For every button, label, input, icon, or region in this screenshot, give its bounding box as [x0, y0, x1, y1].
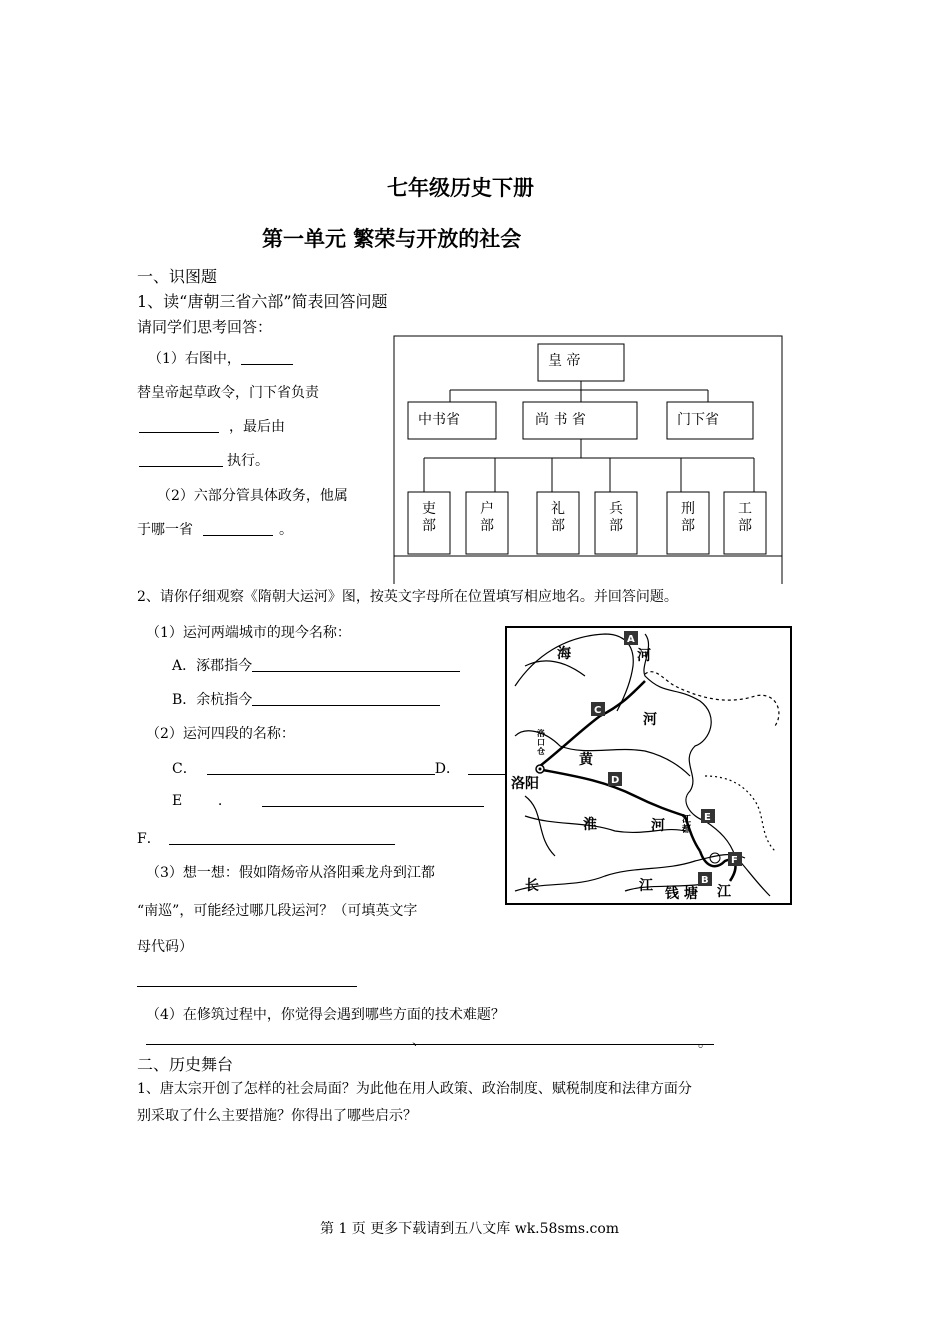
- marker-e: E: [704, 812, 711, 823]
- zhongshu-label: 中书省: [418, 412, 460, 428]
- q2-part4: （4）在修筑过程中，你觉得会遇到哪些方面的技术难题？: [146, 1007, 505, 1023]
- q2-b-line: B．余杭指今: [172, 689, 440, 709]
- section-heading-2: 二、历史舞台: [137, 1055, 234, 1074]
- q1-part1-line1: （1）右图中，: [148, 348, 293, 368]
- ministry-bing-top: 兵: [609, 501, 623, 517]
- answer-blank[interactable]: [169, 830, 395, 845]
- marker-a: A: [627, 634, 635, 645]
- ministry-li-top: 吏: [422, 501, 436, 517]
- label-jiang-east: 江: [717, 884, 731, 900]
- label-chang: 长: [525, 878, 539, 894]
- label-he-middle: 河: [643, 712, 657, 728]
- q2-part1: （1）运河两端城市的现今名称：: [146, 625, 351, 641]
- q1-part2-line2: 于哪一省 。: [137, 522, 293, 538]
- ministry-bing-bottom: 部: [609, 518, 623, 534]
- label-luoyang: 洛阳: [511, 776, 539, 792]
- answer-line[interactable]: [137, 986, 357, 987]
- q2-f-line: F．: [137, 828, 395, 848]
- ministry-xing-bottom: 部: [681, 518, 695, 534]
- sui-grand-canal-map: [505, 626, 793, 906]
- page-title: 七年级历史下册: [387, 175, 534, 200]
- answer-blank[interactable]: [252, 691, 440, 706]
- ministry-gong-top: 工: [738, 501, 752, 517]
- q2-part3-line1: （3）想一想：假如隋炀帝从洛阳乘龙舟到江都: [146, 865, 435, 881]
- marker-d: D: [611, 775, 620, 786]
- answer-blank[interactable]: [203, 521, 273, 536]
- marker-f: F: [731, 855, 738, 866]
- ministry-hu-top: 户: [480, 501, 494, 517]
- emperor-label: 皇 帝: [548, 353, 581, 369]
- label-huang: 黄: [579, 752, 593, 768]
- q1-part1-line2: 替皇帝起草政令，门下省负责: [137, 385, 319, 401]
- marker-b: B: [701, 875, 709, 886]
- ministry-hu-bottom: 部: [480, 518, 494, 534]
- label-qiantang: 钱 塘: [665, 886, 698, 902]
- tang-government-chart: [390, 332, 790, 590]
- answer-blank[interactable]: [207, 760, 435, 775]
- question-2-title: 2、请你仔细观察《隋朝大运河》图，按英文字母所在位置填写相应地名。并回答问题。: [137, 589, 678, 605]
- label-he-north: 河: [637, 648, 651, 664]
- unit-title: 第一单元 繁荣与开放的社会: [262, 226, 522, 251]
- q2-part3-line3: 母代码）: [137, 939, 193, 955]
- label-he-south: 河: [651, 818, 665, 834]
- section2-q1-line2: 别采取了什么主要措施？你得出了哪些启示？: [137, 1108, 417, 1124]
- q2-part4-separator: 、: [412, 1033, 426, 1049]
- label-hai: 海: [557, 646, 571, 662]
- q2-e-line: E .: [172, 792, 484, 809]
- label-jiangdu-1: 江: [682, 815, 692, 825]
- shangshu-label: 尚 书 省: [535, 412, 586, 428]
- answer-blank[interactable]: [139, 452, 223, 467]
- q1-part1-line3: ，最后由: [139, 416, 285, 436]
- q2-a-line: A．涿郡指今: [172, 655, 460, 675]
- q2-part4-end: 。: [698, 1035, 712, 1051]
- menxia-label: 门下省: [677, 412, 719, 428]
- q2-part3-line2: “南巡”，可能经过哪几段运河？（可填英文字: [137, 903, 418, 919]
- ministry-gong-bottom: 部: [738, 518, 752, 534]
- answer-blank[interactable]: [139, 418, 219, 433]
- answer-line[interactable]: [146, 1044, 714, 1045]
- label-jiangdu-2: 都: [682, 825, 692, 835]
- label-luokou-3: 仓: [537, 747, 545, 756]
- ministry-li-bottom: 部: [422, 518, 436, 534]
- ministry-rites-top: 礼: [551, 501, 565, 517]
- page-footer: 第 1 页 更多下载请到五八文库 wk.58sms.com: [320, 1221, 620, 1237]
- answer-blank[interactable]: [241, 350, 293, 365]
- answer-blank[interactable]: [252, 657, 460, 672]
- ministry-xing-top: 刑: [681, 501, 695, 517]
- question-1-title: 1、读“唐朝三省六部”简表回答问题: [137, 292, 388, 311]
- question-1-prompt: 请同学们思考回答：: [137, 318, 273, 336]
- q1-part2-line1: （2）六部分管具体政务，他属: [157, 488, 348, 504]
- marker-c: C: [594, 705, 602, 716]
- label-luokou: 洛: [537, 729, 545, 738]
- section-heading-1: 一、识图题: [137, 267, 218, 286]
- answer-blank[interactable]: [262, 792, 484, 807]
- ministry-rites-bottom: 部: [551, 518, 565, 534]
- q2-cd-line: C． D．: [172, 758, 518, 778]
- label-huai: 淮: [583, 817, 597, 833]
- q2-part2: （2）运河四段的名称：: [146, 726, 295, 742]
- label-luokou-2: 口: [537, 738, 545, 747]
- label-jiang-west: 江: [639, 878, 653, 894]
- q1-part1-line4: 执行。: [139, 450, 269, 470]
- section2-q1-line1: 1、唐太宗开创了怎样的社会局面？为此他在用人政策、政治制度、赋税制度和法律方面分: [137, 1081, 692, 1097]
